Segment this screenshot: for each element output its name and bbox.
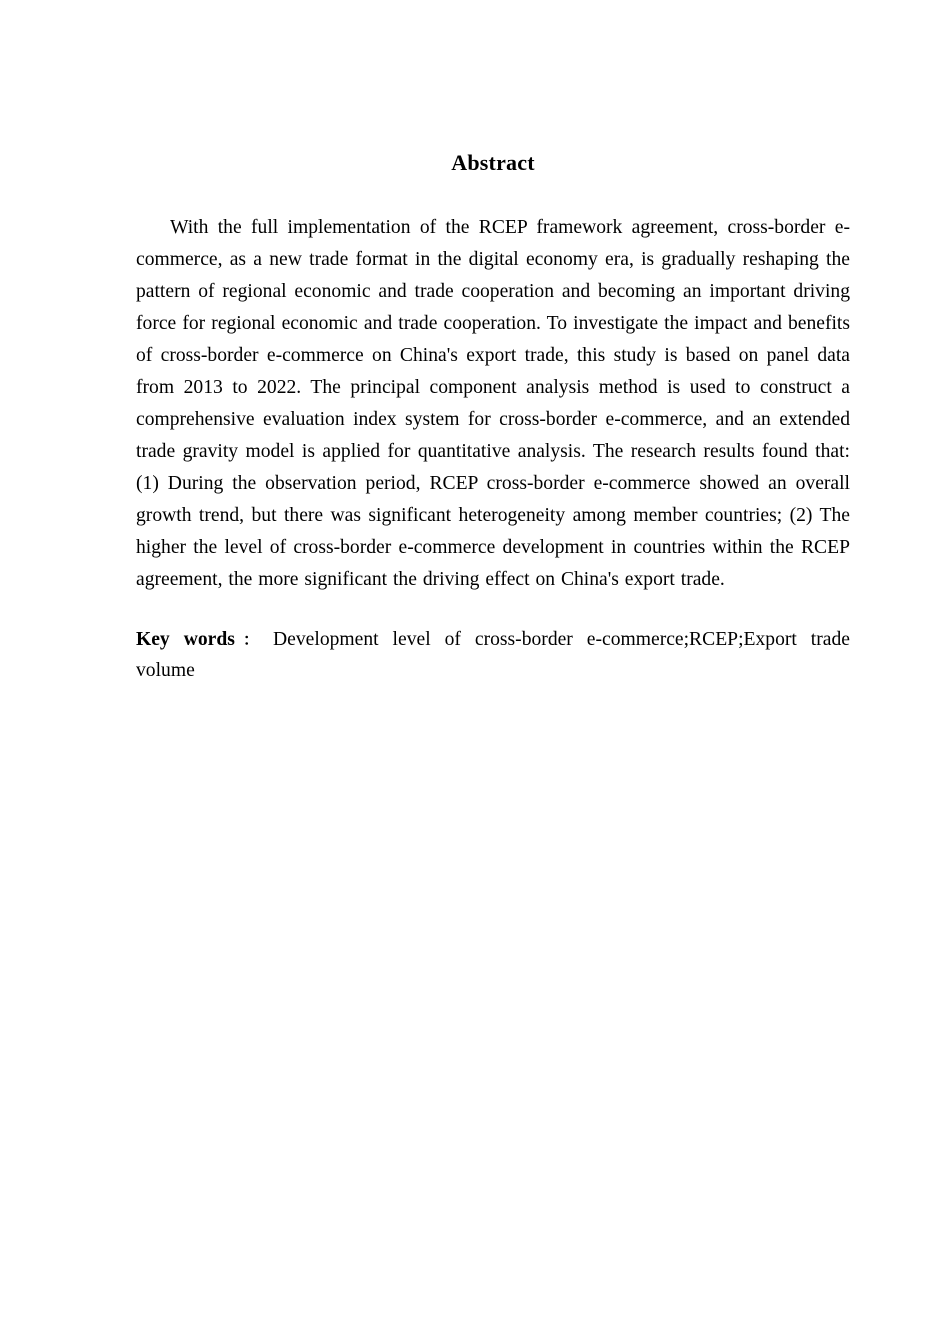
- abstract-section: [136, 146, 850, 686]
- abstract-body: With the full implementation of the RCEP framework agreement, cross-border e-commerce, as a new trade format in the digital economy era, is gradually reshaping the pattern of regional economic and trade cooperation and becoming an important driving force for regional economic and trade cooperation. To investigate the impact and benefits of cross-border e-commerce on China's export trade, this study is based on panel data from 2013 to 2022. The principal component analysis method is used to construct a comprehensive evaluation index system for cross-border e-commerce, and an extended trade gravity model is applied for quantitative analysis. The research results found that: (1) During the observation period, RCEP cross-border e-commerce showed an overall growth trend, but there was significant heterogeneity among member countries; (2) The higher the level of cross-border e-commerce development in countries within the RCEP agreement, the more significant the driving effect on China's export trade.: [136, 217, 850, 590]
- keywords-text: Development level of cross-border e-commerce;RCEP;Export trade volume: [136, 629, 850, 681]
- abstract-title: Abstract: [451, 150, 535, 175]
- keywords-label: Key words: [136, 629, 235, 650]
- keywords-line: [136, 624, 850, 686]
- keywords-separator: ：: [234, 630, 268, 649]
